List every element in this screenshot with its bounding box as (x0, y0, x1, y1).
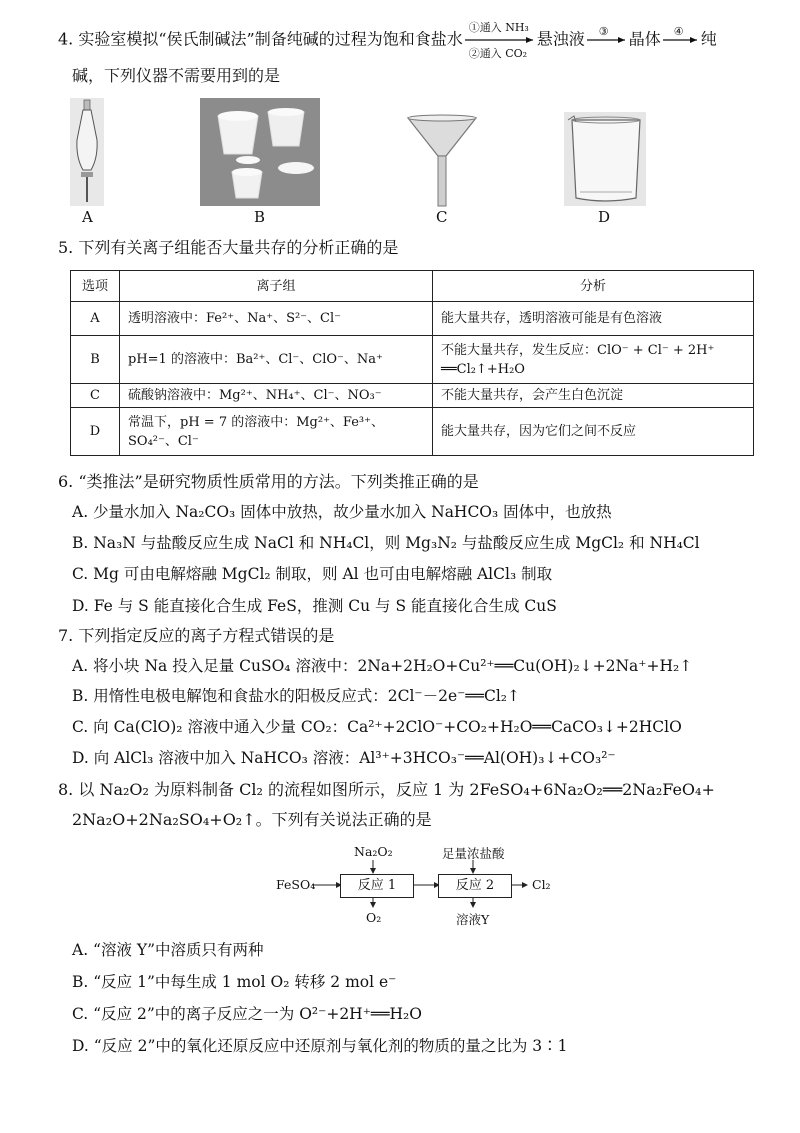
funnel-icon (404, 112, 480, 208)
q8-flow-diagram (270, 842, 570, 926)
q7-option-d: D. 向 AlCl₃ 溶液中加入 NaHCO₃ 溶液：Al³⁺+3HCO₃⁻══Al(OH)₃↓+CO₃²⁻ (72, 749, 616, 767)
q7-stem: 7. 下列指定反应的离子方程式错误的是 (58, 626, 335, 645)
arrow-icon (585, 28, 629, 52)
q6-option-a: A. 少量水加入 Na₂CO₃ 固体中放热，故少量水加入 NaHCO₃ 固体中，也放热 (72, 503, 612, 521)
table-cell-analysis: 能大量共存，透明溶液可能是有色溶液 (433, 302, 754, 336)
table-header-row (71, 271, 754, 302)
arrow-icon (661, 28, 701, 52)
table-cell-ions: pH=1 的溶液中：Ba²⁺、Cl⁻、ClO⁻、Na⁺ (120, 336, 433, 384)
q5-ion-table (70, 270, 754, 456)
q4-crystal: 晶体 (628, 29, 661, 49)
q4-pure: 纯 (700, 29, 717, 49)
q4-image-label-a: A (82, 208, 93, 226)
table-row (71, 336, 754, 384)
q6-option-d: D. Fe 与 S 能直接化合生成 FeS，推测 Cu 与 S 能直接化合生成 CuS (72, 597, 557, 615)
q5-stem: 5. 下列有关离子组能否大量共存的分析正确的是 (58, 238, 399, 257)
table-header-option: 选项 (71, 271, 120, 302)
q4-arrow3-label: ③ (598, 25, 609, 38)
q4-arrow-bottom-label: ②通入 CO₂ (468, 47, 528, 60)
beaker-icon (564, 112, 646, 206)
table-cell-ions: 常温下，pH = 7 的溶液中：Mg²⁺、Fe³⁺、SO₄²⁻、Cl⁻ (120, 408, 433, 456)
q8-stem-line1: 8. 以 Na₂O₂ 为原料制备 Cl₂ 的流程如图所示，反应 1 为 2FeSO₄+6Na₂O₂══2Na₂FeO₄+ (58, 780, 715, 799)
q4-image-label-d: D (598, 208, 611, 226)
table-cell-analysis: 不能大量共存，发生反应：ClO⁻ + Cl⁻ + 2H⁺ ══Cl₂↑+H₂O (433, 336, 754, 384)
q4-suspension: 悬浊液 (536, 29, 585, 49)
flow-reagent-hcl: 足量浓盐酸 (442, 846, 505, 861)
table-row (71, 384, 754, 408)
table-row (71, 302, 754, 336)
q4-arrow-top-label: ①通入 NH₃ (468, 21, 529, 34)
table-cell-analysis: 能大量共存，因为它们之间不反应 (433, 408, 754, 456)
flow-product-cl2: Cl₂ (532, 877, 551, 892)
flow-box-reaction1: 反应 1 (340, 874, 414, 898)
table-header-ions: 离子组 (120, 271, 433, 302)
q4-line2: 碱，下列仪器不需要用到的是 (72, 66, 281, 85)
table-cell-option: B (71, 336, 120, 384)
table-cell-option: D (71, 408, 120, 456)
table-header-analysis: 分析 (433, 271, 754, 302)
q4-image-label-c: C (436, 208, 448, 226)
q4-reaction-arrow-4 (661, 25, 701, 52)
q6-option-b: B. Na₃N 与盐酸反应生成 NaCl 和 NH₄Cl，则 Mg₃N₂ 与盐酸反应生成 MgCl₂ 和 NH₄Cl (72, 534, 700, 552)
q8-option-a: A. “溶液 Y”中溶质只有两种 (72, 941, 264, 959)
flow-input-feso4: FeSO₄ (276, 877, 316, 892)
q8-option-d: D. “反应 2”中的氧化还原反应中还原剂与氧化剂的物质的量之比为 3∶1 (72, 1037, 568, 1055)
q4-line1 (58, 22, 717, 58)
flow-reagent-na2o2: Na₂O₂ (354, 844, 393, 859)
q6-stem: 6. “类推法”是研究物质性质常用的方法。下列类推正确的是 (58, 472, 479, 491)
table-cell-ions: 硫酸钠溶液中：Mg²⁺、NH₄⁺、Cl⁻、NO₃⁻ (120, 384, 433, 408)
table-cell-option: C (71, 384, 120, 408)
q8-option-b: B. “反应 1”中每生成 1 mol O₂ 转移 2 mol e⁻ (72, 973, 397, 991)
table-row (71, 408, 754, 456)
q7-option-c: C. 向 Ca(ClO)₂ 溶液中通入少量 CO₂：Ca²⁺+2ClO⁻+CO₂+H₂O══CaCO₃↓+2HClO (72, 718, 682, 736)
q8-stem-line2: 2Na₂O+2Na₂SO₄+O₂↑。下列有关说法正确的是 (72, 810, 432, 829)
q8-option-c: C. “反应 2”中的离子反应之一为 O²⁻+2H⁺══H₂O (72, 1005, 422, 1023)
separatory-funnel-icon (70, 98, 104, 206)
q4-stem-prefix: 4. 实验室模拟“侯氏制碱法”制备纯碱的过程为饱和食盐水 (58, 29, 463, 49)
table-cell-analysis: 不能大量共存，会产生白色沉淀 (433, 384, 754, 408)
q4-reaction-arrow-3 (585, 25, 629, 52)
q7-option-a: A. 将小块 Na 投入足量 CuSO₄ 溶液中：2Na+2H₂O+Cu²⁺══Cu(OH)₂↓+2Na⁺+H₂↑ (72, 657, 693, 675)
flow-output-o2: O₂ (366, 910, 382, 925)
q4-reaction-arrow-12 (463, 22, 537, 58)
q4-arrow4-label: ④ (673, 25, 684, 38)
flow-output-solution-y: 溶液Y (456, 912, 490, 927)
q7-option-b: B. 用惰性电极电解饱和食盐水的阳极反应式：2Cl⁻－2e⁻══Cl₂↑ (72, 687, 521, 705)
crucibles-icon (200, 98, 320, 206)
q6-option-c: C. Mg 可由电解熔融 MgCl₂ 制取，则 Al 也可由电解熔融 AlCl₃ 制取 (72, 565, 553, 583)
table-cell-option: A (71, 302, 120, 336)
table-cell-ions: 透明溶液中：Fe²⁺、Na⁺、S²⁻、Cl⁻ (120, 302, 433, 336)
q4-image-label-b: B (254, 208, 266, 226)
flow-box-reaction2: 反应 2 (438, 874, 512, 898)
